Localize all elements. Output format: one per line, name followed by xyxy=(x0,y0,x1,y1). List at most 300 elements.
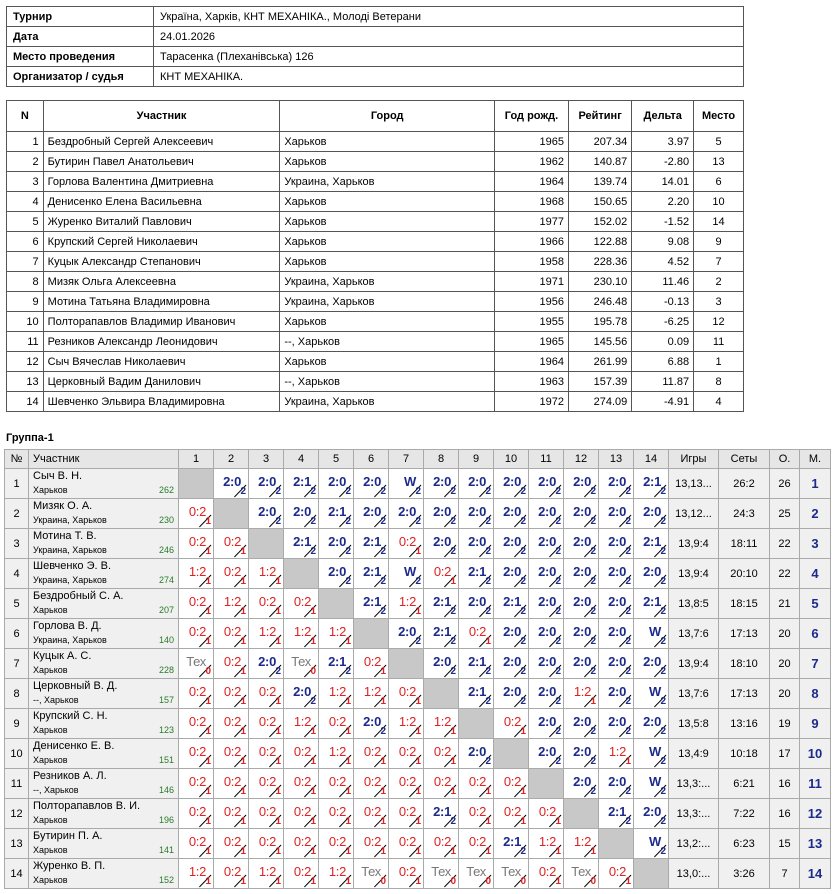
match-result-cell[interactable] xyxy=(529,649,564,679)
match-result-cell[interactable] xyxy=(424,589,459,619)
match-result-cell[interactable] xyxy=(319,679,354,709)
player-name[interactable]: Церковный В. Д. xyxy=(33,680,118,692)
match-result-cell[interactable] xyxy=(179,679,214,709)
match-result-cell[interactable] xyxy=(319,469,354,499)
match-result-cell[interactable] xyxy=(424,499,459,529)
match-result-cell[interactable] xyxy=(634,709,669,739)
table-cell: 1965 xyxy=(495,132,569,152)
match-score: W xyxy=(649,774,661,789)
match-result-cell[interactable] xyxy=(389,829,424,859)
header-opponent-6: 6 xyxy=(354,450,389,469)
match-score: W xyxy=(649,684,661,699)
match-result-cell[interactable] xyxy=(529,679,564,709)
match-score: 2:0 xyxy=(258,474,276,489)
match-result-cell[interactable] xyxy=(389,529,424,559)
match-points: 2 xyxy=(450,546,456,557)
match-result-cell[interactable] xyxy=(634,649,669,679)
match-result-cell[interactable] xyxy=(179,559,214,589)
match-points: 2 xyxy=(520,846,526,857)
match-points: 1 xyxy=(310,636,316,647)
match-result-cell[interactable] xyxy=(564,559,599,589)
match-points: 1 xyxy=(450,576,456,587)
match-points: 2 xyxy=(625,786,631,797)
match-points: 2 xyxy=(485,486,491,497)
match-result-cell[interactable] xyxy=(214,769,249,799)
match-points: 2 xyxy=(380,486,386,497)
match-result-cell[interactable] xyxy=(564,769,599,799)
match-result-cell[interactable] xyxy=(389,469,424,499)
match-result-cell[interactable] xyxy=(249,619,284,649)
match-result-cell[interactable] xyxy=(284,769,319,799)
match-result-cell[interactable] xyxy=(529,589,564,619)
match-result-cell[interactable] xyxy=(564,619,599,649)
match-result-cell[interactable] xyxy=(459,799,494,829)
match-result-cell[interactable] xyxy=(214,739,249,769)
match-result-cell[interactable] xyxy=(529,739,564,769)
match-result-cell[interactable] xyxy=(249,469,284,499)
player-name[interactable]: Мизяк О. А. xyxy=(33,500,93,512)
header-opponent-10: 10 xyxy=(494,450,529,469)
match-points: 2 xyxy=(590,726,596,737)
match-result-cell[interactable] xyxy=(249,829,284,859)
match-result-cell[interactable] xyxy=(249,499,284,529)
match-result-cell[interactable] xyxy=(249,589,284,619)
match-result-cell[interactable] xyxy=(249,799,284,829)
match-result-cell[interactable] xyxy=(284,859,319,889)
table-cell: 4 xyxy=(7,192,44,212)
match-result-cell[interactable] xyxy=(634,799,669,829)
match-score: 0:2 xyxy=(188,774,206,789)
match-result-cell[interactable] xyxy=(599,529,634,559)
match-result-cell[interactable] xyxy=(564,499,599,529)
match-result-cell[interactable] xyxy=(529,529,564,559)
match-result-cell[interactable] xyxy=(424,619,459,649)
match-result-cell[interactable] xyxy=(494,559,529,589)
match-points: 1 xyxy=(450,846,456,857)
match-result-cell[interactable] xyxy=(599,859,634,889)
match-result-cell[interactable] xyxy=(389,559,424,589)
player-name[interactable]: Денисенко Е. В. xyxy=(33,740,115,752)
match-result-cell[interactable] xyxy=(319,619,354,649)
match-score: 0:2 xyxy=(223,564,241,579)
match-result-cell[interactable] xyxy=(249,859,284,889)
match-result-cell[interactable] xyxy=(249,679,284,709)
info-label: Организатор / судья xyxy=(7,67,154,87)
match-result-cell[interactable] xyxy=(179,529,214,559)
match-result-cell[interactable] xyxy=(599,739,634,769)
match-result-cell[interactable] xyxy=(599,469,634,499)
match-points: 2 xyxy=(660,606,666,617)
match-result-cell[interactable] xyxy=(389,799,424,829)
player-name[interactable]: Бутирин П. А. xyxy=(33,830,103,842)
player-name[interactable]: Горлова В. Д. xyxy=(33,620,102,632)
match-points: 2 xyxy=(345,516,351,527)
match-result-cell[interactable] xyxy=(179,739,214,769)
match-result-cell[interactable] xyxy=(599,619,634,649)
match-result-cell[interactable] xyxy=(319,739,354,769)
row-points: 16 xyxy=(770,769,800,799)
table-cell: 1971 xyxy=(495,272,569,292)
player-name[interactable]: Полторапавлов В. И. xyxy=(33,800,141,812)
match-result-cell[interactable] xyxy=(634,829,669,859)
player-city: Украина, Харьков xyxy=(33,575,107,585)
player-name[interactable]: Куцык А. С. xyxy=(33,650,92,662)
match-result-cell[interactable] xyxy=(284,529,319,559)
player-name[interactable]: Сыч В. Н. xyxy=(33,470,83,482)
match-result-cell[interactable] xyxy=(214,529,249,559)
self-cell xyxy=(214,499,249,529)
match-score: 0:2 xyxy=(188,804,206,819)
match-score: 1:2 xyxy=(363,684,381,699)
match-score: 2:0 xyxy=(468,504,486,519)
match-result-cell[interactable] xyxy=(459,679,494,709)
match-result-cell[interactable] xyxy=(284,619,319,649)
match-result-cell[interactable] xyxy=(354,829,389,859)
row-place: 4 xyxy=(800,559,831,589)
match-result-cell[interactable] xyxy=(529,559,564,589)
match-result-cell[interactable] xyxy=(354,799,389,829)
match-result-cell[interactable] xyxy=(459,589,494,619)
match-result-cell[interactable] xyxy=(599,679,634,709)
match-result-cell[interactable] xyxy=(424,739,459,769)
match-points: 2 xyxy=(520,606,526,617)
match-result-cell[interactable] xyxy=(424,799,459,829)
match-result-cell[interactable] xyxy=(354,559,389,589)
match-result-cell[interactable] xyxy=(354,499,389,529)
player-name[interactable]: Крупский С. Н. xyxy=(33,710,108,722)
match-points: 1 xyxy=(485,846,491,857)
match-score: 0:2 xyxy=(188,684,206,699)
match-result-cell[interactable] xyxy=(599,799,634,829)
match-result-cell[interactable] xyxy=(459,649,494,679)
match-result-cell[interactable] xyxy=(564,589,599,619)
match-result-cell[interactable] xyxy=(214,799,249,829)
match-result-cell[interactable] xyxy=(319,799,354,829)
match-result-cell[interactable] xyxy=(529,829,564,859)
match-result-cell[interactable] xyxy=(214,469,249,499)
match-points: 2 xyxy=(310,696,316,707)
match-result-cell[interactable] xyxy=(424,829,459,859)
match-result-cell[interactable] xyxy=(179,799,214,829)
match-result-cell[interactable] xyxy=(249,559,284,589)
match-result-cell[interactable] xyxy=(319,709,354,739)
row-points: 17 xyxy=(770,739,800,769)
group-row xyxy=(5,619,831,649)
match-result-cell[interactable] xyxy=(354,469,389,499)
match-points: 1 xyxy=(345,756,351,767)
match-result-cell[interactable] xyxy=(529,469,564,499)
match-result-cell[interactable] xyxy=(599,769,634,799)
table-cell: 150.65 xyxy=(568,192,631,212)
match-result-cell[interactable] xyxy=(284,649,319,679)
row-sets: 26:2 xyxy=(719,469,770,499)
match-score: 0:2 xyxy=(188,624,206,639)
match-result-cell[interactable] xyxy=(494,709,529,739)
self-cell xyxy=(284,559,319,589)
match-result-cell[interactable] xyxy=(389,499,424,529)
player-name[interactable]: Резников А. Л. xyxy=(33,770,107,782)
match-score: 0:2 xyxy=(398,744,416,759)
match-result-cell[interactable] xyxy=(459,499,494,529)
match-result-cell[interactable] xyxy=(424,469,459,499)
match-result-cell[interactable] xyxy=(284,589,319,619)
match-result-cell[interactable] xyxy=(319,559,354,589)
match-result-cell[interactable] xyxy=(599,499,634,529)
match-result-cell[interactable] xyxy=(249,739,284,769)
match-result-cell[interactable] xyxy=(424,769,459,799)
row-number: 8 xyxy=(5,679,29,709)
table-cell: 7 xyxy=(694,252,744,272)
match-result-cell[interactable] xyxy=(459,469,494,499)
match-result-cell[interactable] xyxy=(564,709,599,739)
match-result-cell[interactable] xyxy=(564,829,599,859)
match-result-cell[interactable] xyxy=(529,619,564,649)
row-number: 12 xyxy=(5,799,29,829)
match-score: 0:2 xyxy=(223,714,241,729)
match-result-cell[interactable] xyxy=(354,649,389,679)
match-result-cell[interactable] xyxy=(459,739,494,769)
match-points: 2 xyxy=(660,726,666,737)
match-result-cell[interactable] xyxy=(459,829,494,859)
match-result-cell[interactable] xyxy=(494,799,529,829)
match-points: 2 xyxy=(520,666,526,677)
match-result-cell[interactable] xyxy=(564,469,599,499)
match-result-cell[interactable] xyxy=(179,859,214,889)
player-cell xyxy=(29,769,179,799)
match-result-cell[interactable] xyxy=(459,559,494,589)
match-score: 1:2 xyxy=(293,714,311,729)
table-cell: 6.88 xyxy=(632,352,694,372)
match-result-cell[interactable] xyxy=(459,529,494,559)
match-result-cell[interactable] xyxy=(564,679,599,709)
match-result-cell[interactable] xyxy=(354,589,389,619)
table-cell: Полторапавлов Владимир Иванович xyxy=(43,312,280,332)
match-result-cell[interactable] xyxy=(634,739,669,769)
match-result-cell[interactable] xyxy=(214,559,249,589)
match-result-cell[interactable] xyxy=(634,589,669,619)
match-result-cell[interactable] xyxy=(249,769,284,799)
match-score: Тех xyxy=(291,654,311,669)
match-result-cell[interactable] xyxy=(389,769,424,799)
match-result-cell[interactable] xyxy=(249,649,284,679)
match-score: 0:2 xyxy=(258,804,276,819)
match-result-cell[interactable] xyxy=(634,769,669,799)
match-result-cell[interactable] xyxy=(284,799,319,829)
match-result-cell[interactable] xyxy=(214,589,249,619)
table-cell: -1.52 xyxy=(632,212,694,232)
match-result-cell[interactable] xyxy=(179,649,214,679)
match-result-cell[interactable] xyxy=(389,679,424,709)
match-result-cell[interactable] xyxy=(494,619,529,649)
match-points: 1 xyxy=(205,606,211,617)
row-number: 7 xyxy=(5,649,29,679)
match-result-cell[interactable] xyxy=(494,529,529,559)
match-result-cell[interactable] xyxy=(214,619,249,649)
match-points: 1 xyxy=(415,696,421,707)
table-cell: 195.78 xyxy=(568,312,631,332)
match-result-cell[interactable] xyxy=(354,739,389,769)
player-rating: 146 xyxy=(158,785,174,795)
match-result-cell[interactable] xyxy=(599,709,634,739)
match-result-cell[interactable] xyxy=(179,499,214,529)
match-result-cell[interactable] xyxy=(494,499,529,529)
match-result-cell[interactable] xyxy=(389,739,424,769)
match-points: 2 xyxy=(660,816,666,827)
match-result-cell[interactable] xyxy=(459,619,494,649)
match-result-cell[interactable] xyxy=(249,709,284,739)
match-points: 1 xyxy=(275,636,281,647)
match-result-cell[interactable] xyxy=(459,859,494,889)
match-points: 1 xyxy=(310,786,316,797)
match-result-cell[interactable] xyxy=(599,589,634,619)
match-score: 2:0 xyxy=(468,534,486,549)
match-score: 2:0 xyxy=(503,654,521,669)
match-result-cell[interactable] xyxy=(284,469,319,499)
match-result-cell[interactable] xyxy=(389,709,424,739)
table-cell: Харьков xyxy=(280,192,495,212)
match-result-cell[interactable] xyxy=(319,769,354,799)
group-row xyxy=(5,859,831,889)
match-score: 0:2 xyxy=(223,534,241,549)
match-result-cell[interactable] xyxy=(634,499,669,529)
match-result-cell[interactable] xyxy=(599,559,634,589)
match-result-cell[interactable] xyxy=(634,559,669,589)
table-cell: 14 xyxy=(7,392,44,412)
match-result-cell[interactable] xyxy=(564,529,599,559)
match-points: 2 xyxy=(555,666,561,677)
match-result-cell[interactable] xyxy=(424,709,459,739)
match-result-cell[interactable] xyxy=(424,529,459,559)
match-result-cell[interactable] xyxy=(424,859,459,889)
match-result-cell[interactable] xyxy=(214,649,249,679)
match-result-cell[interactable] xyxy=(179,709,214,739)
row-number: 1 xyxy=(5,469,29,499)
match-result-cell[interactable] xyxy=(354,529,389,559)
header-sets: Сеты xyxy=(719,450,770,469)
match-result-cell[interactable] xyxy=(564,739,599,769)
match-score: 1:2 xyxy=(608,744,626,759)
match-result-cell[interactable] xyxy=(214,679,249,709)
player-name[interactable]: Журенко В. П. xyxy=(33,860,106,872)
match-result-cell[interactable] xyxy=(284,829,319,859)
match-points: 2 xyxy=(590,546,596,557)
match-result-cell[interactable] xyxy=(634,529,669,559)
match-result-cell[interactable] xyxy=(459,769,494,799)
table-row xyxy=(7,372,744,392)
match-score: 0:2 xyxy=(433,774,451,789)
match-result-cell[interactable] xyxy=(494,829,529,859)
match-result-cell[interactable] xyxy=(494,589,529,619)
match-result-cell[interactable] xyxy=(389,619,424,649)
table-row xyxy=(7,352,744,372)
match-result-cell[interactable] xyxy=(494,679,529,709)
match-result-cell[interactable] xyxy=(424,649,459,679)
match-result-cell[interactable] xyxy=(424,559,459,589)
match-result-cell[interactable] xyxy=(634,679,669,709)
match-result-cell[interactable] xyxy=(319,529,354,559)
match-result-cell[interactable] xyxy=(354,679,389,709)
match-score: 2:1 xyxy=(503,834,521,849)
player-cell xyxy=(29,799,179,829)
match-score: 2:0 xyxy=(573,744,591,759)
match-result-cell[interactable] xyxy=(494,649,529,679)
match-points: 2 xyxy=(240,486,246,497)
match-score: 0:2 xyxy=(223,864,241,879)
match-score: 2:1 xyxy=(468,684,486,699)
match-result-cell[interactable] xyxy=(284,709,319,739)
table-cell: Харьков xyxy=(280,212,495,232)
header-player: Участник xyxy=(29,450,179,469)
match-result-cell[interactable] xyxy=(179,619,214,649)
match-result-cell[interactable] xyxy=(599,649,634,679)
match-score: 0:2 xyxy=(223,684,241,699)
match-result-cell[interactable] xyxy=(214,709,249,739)
player-name[interactable]: Шевченко Э. В. xyxy=(33,560,111,572)
player-rating: 196 xyxy=(158,815,174,825)
match-result-cell[interactable] xyxy=(529,709,564,739)
match-result-cell[interactable] xyxy=(529,499,564,529)
row-points: 21 xyxy=(770,589,800,619)
match-result-cell[interactable] xyxy=(494,769,529,799)
match-result-cell[interactable] xyxy=(354,859,389,889)
match-points: 1 xyxy=(275,576,281,587)
match-result-cell[interactable] xyxy=(354,769,389,799)
match-result-cell[interactable] xyxy=(529,859,564,889)
table-row xyxy=(7,192,744,212)
match-score: Тех xyxy=(501,864,521,879)
match-points: 0 xyxy=(590,876,596,887)
match-points: 1 xyxy=(275,876,281,887)
match-points: 2 xyxy=(415,636,421,647)
match-result-cell[interactable] xyxy=(179,829,214,859)
match-result-cell[interactable] xyxy=(634,469,669,499)
match-result-cell[interactable] xyxy=(564,649,599,679)
match-result-cell[interactable] xyxy=(179,769,214,799)
match-result-cell[interactable] xyxy=(319,649,354,679)
match-score: 1:2 xyxy=(538,834,556,849)
match-result-cell[interactable] xyxy=(284,739,319,769)
match-result-cell[interactable] xyxy=(389,859,424,889)
match-result-cell[interactable] xyxy=(529,799,564,829)
match-result-cell[interactable] xyxy=(284,499,319,529)
match-points: 2 xyxy=(555,486,561,497)
match-result-cell[interactable] xyxy=(179,589,214,619)
table-cell: 230.10 xyxy=(568,272,631,292)
group-row xyxy=(5,769,831,799)
match-result-cell[interactable] xyxy=(319,859,354,889)
match-score: 2:0 xyxy=(538,564,556,579)
match-points: 1 xyxy=(275,726,281,737)
player-name[interactable]: Бездробный С. А. xyxy=(33,590,124,602)
match-result-cell[interactable] xyxy=(214,829,249,859)
match-score: 2:1 xyxy=(433,624,451,639)
match-result-cell[interactable] xyxy=(284,679,319,709)
match-result-cell[interactable] xyxy=(564,859,599,889)
info-label: Дата xyxy=(7,27,154,47)
player-city: Украина, Харьков xyxy=(33,635,107,645)
match-result-cell[interactable] xyxy=(214,859,249,889)
tournament-info-table xyxy=(6,6,744,87)
match-result-cell[interactable] xyxy=(319,829,354,859)
player-name[interactable]: Мотина Т. В. xyxy=(33,530,97,542)
match-result-cell[interactable] xyxy=(354,709,389,739)
match-result-cell[interactable] xyxy=(494,469,529,499)
match-result-cell[interactable] xyxy=(634,619,669,649)
match-result-cell[interactable] xyxy=(494,859,529,889)
match-result-cell[interactable] xyxy=(389,589,424,619)
match-result-cell[interactable] xyxy=(319,499,354,529)
table-cell: 0.09 xyxy=(632,332,694,352)
